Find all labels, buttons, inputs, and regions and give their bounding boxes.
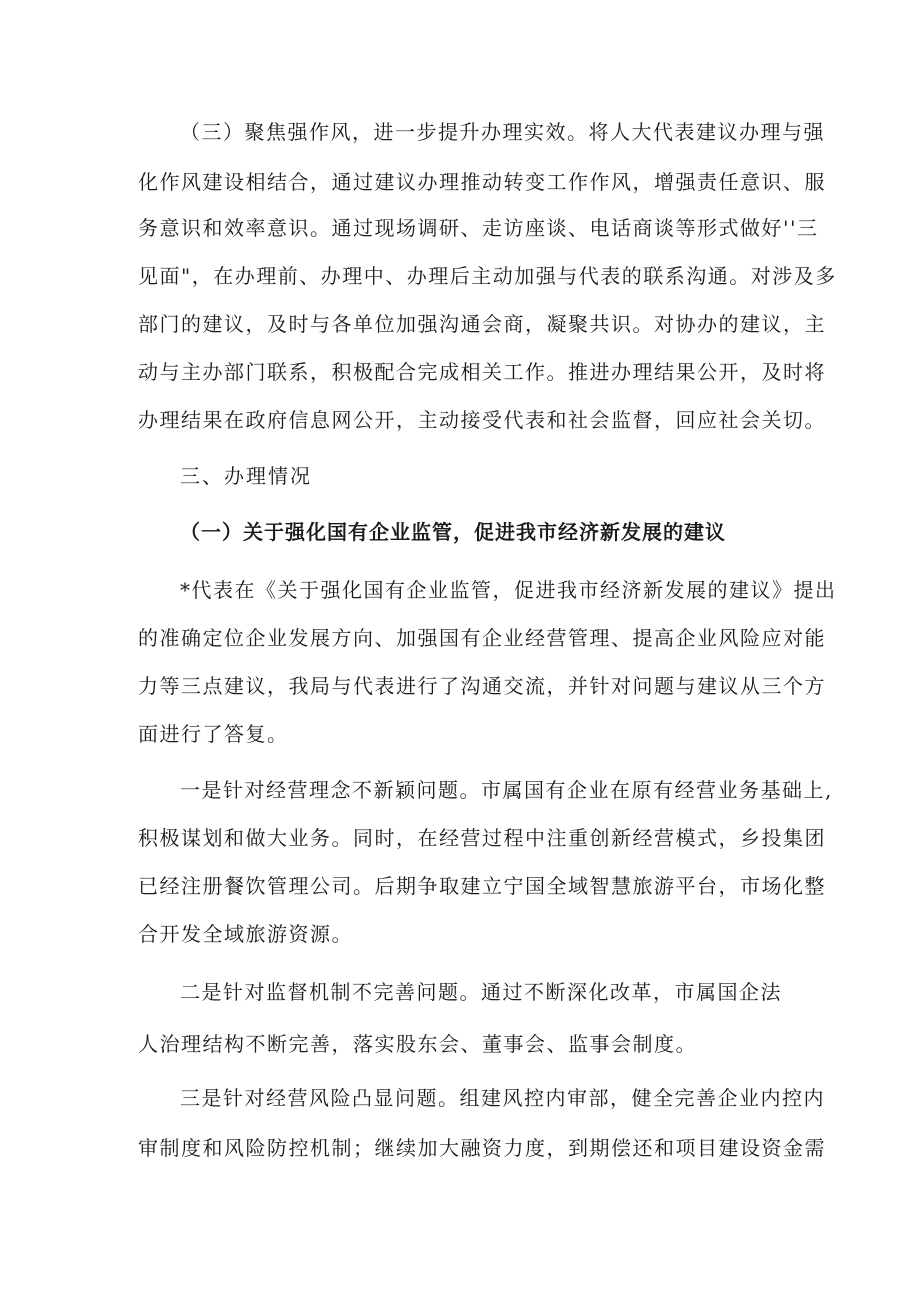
paragraph-line: 见面"，在办理前、办理中、办理后主动加强与代表的联系沟通。对涉及多 xyxy=(138,264,837,288)
paragraph-line: 一是针对经营理念不新颖问题。市属国有企业在原有经营业务基础上, xyxy=(180,778,833,802)
paragraph-line: 二是针对监督机制不完善问题。通过不断深化改革，市属国企法 xyxy=(180,980,782,1004)
section-heading: 三、办理情况 xyxy=(180,464,312,488)
paragraph-line: 力等三点建议，我局与代表进行了沟通交流，并针对问题与建议从三个方 xyxy=(138,674,826,698)
paragraph-line: 部门的建议，及时与各单位加强沟通会商，凝聚共识。对协办的建议，主 xyxy=(138,312,826,336)
paragraph-line: 务意识和效率意识。通过现场调研、走访座谈、电话商谈等形式做好''三 xyxy=(138,216,819,240)
paragraph-line: 动与主办部门联系，积极配合完成相关工作。推进办理结果公开，及时将 xyxy=(138,360,826,384)
paragraph-line: （三）聚焦强作风，进一步提升办理实效。将人大代表建议办理与强 xyxy=(180,120,825,144)
paragraph-line: *代表在《关于强化国有企业监管，促进我市经济新发展的建议》提出 xyxy=(180,578,837,602)
paragraph-line: 审制度和风险防控机制；继续加大融资力度，到期偿还和项目建设资金需 xyxy=(138,1136,826,1160)
paragraph-line: 已经注册餐饮管理公司。后期争取建立宁国全域智慧旅游平台，市场化整 xyxy=(138,874,826,898)
paragraph-line: 办理结果在政府信息网公开，主动接受代表和社会监督，回应社会关切。 xyxy=(138,408,826,432)
paragraph-line: 化作风建设相结合，通过建议办理推动转变工作作风，增强责任意识、服 xyxy=(138,170,826,194)
paragraph-line: 的准确定位企业发展方向、加强国有企业经营管理、提高企业风险应对能 xyxy=(138,626,826,650)
paragraph-line: 面进行了答复。 xyxy=(138,722,289,746)
sub-heading: （一）关于强化国有企业监管，促进我市经济新发展的建议 xyxy=(180,520,726,544)
paragraph-line: 积极谋划和做大业务。同时，在经营过程中注重创新经营模式，乡投集团 xyxy=(138,826,826,850)
paragraph-line: 人治理结构不断完善，落实股东会、董事会、监事会制度。 xyxy=(138,1032,697,1056)
paragraph-line: 三是针对经营风险凸显问题。组建风控内审部，健全完善企业内控内 xyxy=(180,1086,825,1110)
paragraph-line: 合开发全域旅游资源。 xyxy=(138,922,353,946)
